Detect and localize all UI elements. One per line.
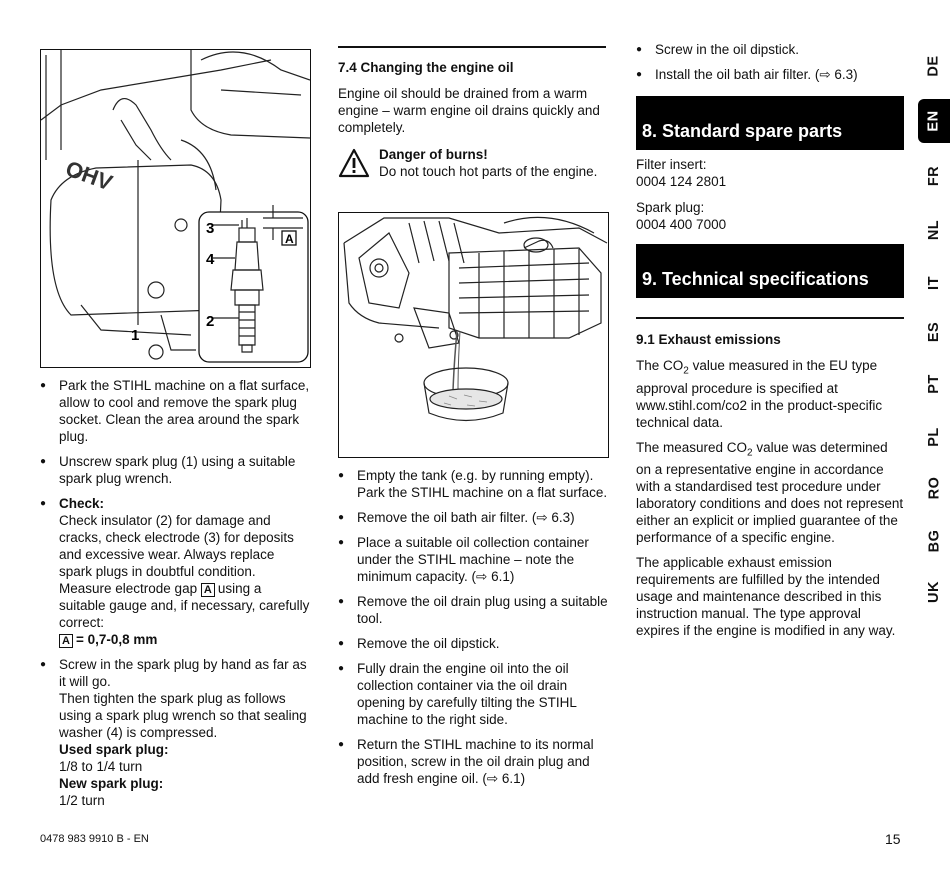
exhaust-section [636, 332, 904, 639]
spark-plug-illustration [41, 50, 310, 367]
list-item-check [40, 495, 310, 648]
engine-oil-steps [338, 467, 608, 787]
check-title: ● Check: [59, 496, 105, 511]
danger-title: Danger of burns! [379, 147, 488, 162]
callout-2: 2 [206, 313, 215, 330]
language-tab-pt[interactable]: PT [926, 374, 942, 394]
list-item: ● Remove the oil drain plug using a suitable tool. [338, 593, 608, 627]
danger-text: Do not touch hot parts of the engine. [379, 164, 598, 179]
check-text: Check insulator (2) for damage and cracks, check electrode (3) for deposits and excessive wear. Always replace spark plugs in doubtful condition. Measure electrode gap [59, 513, 294, 596]
list-item: ● Place a suitable oil collection container under the STIHL machine – note the minimum capacity. (⇨ 6.1) [338, 534, 608, 585]
callout-3: 3 [206, 220, 215, 237]
exhaust-paragraph-3: The applicable exhaust emission requirements are fulfilled by the intended usage and maintenance described in this instruction manual. The type approval expires if the engine is modified in any way. [636, 555, 896, 639]
new-plug-value: 1/2 turn [59, 793, 105, 808]
spark-plug-label: Spark plug: [636, 200, 705, 215]
filter-insert-label: Filter insert: [636, 157, 707, 172]
page-number: 15 [885, 831, 901, 847]
used-plug-value: 1/8 to 1/4 turn [59, 759, 143, 774]
callout-4: 4 [206, 251, 215, 268]
engine-ohv-label: OHV [62, 155, 116, 196]
gap-spec: A = 0,7-0,8 mm [59, 631, 310, 648]
list-item: ● Park the STIHL machine on a flat surface, allow to cool and remove the spark plug socket. Clean the area around the spark plug. [40, 377, 310, 445]
used-plug-label: Used spark plug: [59, 742, 169, 757]
language-tab-nl[interactable]: NL [926, 219, 942, 241]
document-number: 0478 983 9910 B - EN [40, 833, 149, 845]
spark-plug-steps [40, 377, 310, 809]
list-item: ● Install the oil bath air filter. (⇨ 6.3) [636, 66, 904, 83]
oil-drain-illustration [339, 213, 608, 457]
engine-oil-intro: Engine oil should be drained from a warm engine – warm engine oil drains quickly and completely. [338, 86, 600, 135]
section-divider [338, 46, 606, 48]
list-item: ● Remove the oil bath air filter. (⇨ 6.3) [338, 509, 608, 526]
filter-insert-number: 0004 124 2801 [636, 174, 727, 189]
language-tab-fr[interactable]: FR [926, 165, 942, 187]
column-engine-oil [338, 60, 608, 180]
exhaust-paragraph-1: The $CO_2$ value measured in the EU type approval procedure is specified at www.stihl.com/co2 in the product-specific technical data. [636, 358, 883, 430]
new-plug-label: New spark plug: [59, 776, 164, 791]
list-item: ● Return the STIHL machine to its normal position, screw in the oil drain plug and add fresh engine oil. (⇨ 6.1) [338, 736, 608, 787]
language-tab-ro[interactable]: RO [926, 476, 942, 500]
finish-steps [636, 41, 904, 83]
spark-plug-figure [40, 49, 311, 368]
list-item: ● Unscrew spark plug (1) using a suitable spark plug wrench. [40, 453, 310, 487]
check-text-after: using a suitable gauge and, if necessary, carefully correct: [59, 581, 310, 630]
list-item: ● Screw in the oil dipstick. [636, 41, 904, 58]
language-tab-bg[interactable]: BG [926, 529, 942, 553]
column-engine-oil-steps [338, 467, 608, 795]
section-title-engine-oil: 7.4 Changing the engine oil [338, 60, 514, 75]
language-tab-de[interactable]: DE [926, 55, 942, 77]
column-specs [636, 41, 904, 91]
list-item: ● Empty the tank (e.g. by running empty). Park the STIHL machine on a flat surface. [338, 467, 608, 501]
list-item-screw-in: ● Screw in the spark plug by hand as far as it will go. Then tighten the spark plug as follows using a spark plug wrench so that sealing washer (4) is compressed. Used spark plug: 1/8 to 1/4 turn New spark plug: 1/2 turn [40, 656, 310, 809]
language-tab-uk[interactable]: UK [925, 581, 942, 603]
oil-drain-figure [338, 212, 609, 458]
list-item: ● Fully drain the engine oil into the oil collection container via the oil drain opening by carefully tilting the STIHL machine to the right side. [338, 660, 608, 728]
heading-technical-specs: 9. Technical specifications [636, 244, 904, 298]
column-spark-plug [40, 377, 310, 817]
language-tab-it[interactable]: IT [925, 276, 942, 290]
gap-symbol: A [201, 583, 215, 597]
spark-plug-number: 0004 400 7000 [636, 217, 727, 232]
callout-A: A [285, 232, 294, 246]
exhaust-paragraph-2: The measured $CO_2$ value was determined on a representative engine in accordance with a standardised test procedure under laboratory conditions and does not represent either an explicit or implied guarantee of the performance of a specific engine. [636, 439, 904, 546]
list-item: ● Remove the oil dipstick. [338, 635, 608, 652]
language-tab-en[interactable]: EN [918, 99, 950, 143]
spare-parts-list [636, 156, 904, 233]
heading-spare-parts: 8. Standard spare parts [636, 96, 904, 150]
section-divider [636, 317, 904, 319]
language-tab-pl[interactable]: PL [926, 427, 942, 447]
danger-notice [338, 146, 608, 180]
language-tab-es[interactable]: ES [926, 321, 942, 343]
warning-icon [338, 148, 370, 178]
section-title-exhaust: 9.1 Exhaust emissions [636, 332, 781, 347]
callout-1: 1 [131, 327, 140, 344]
